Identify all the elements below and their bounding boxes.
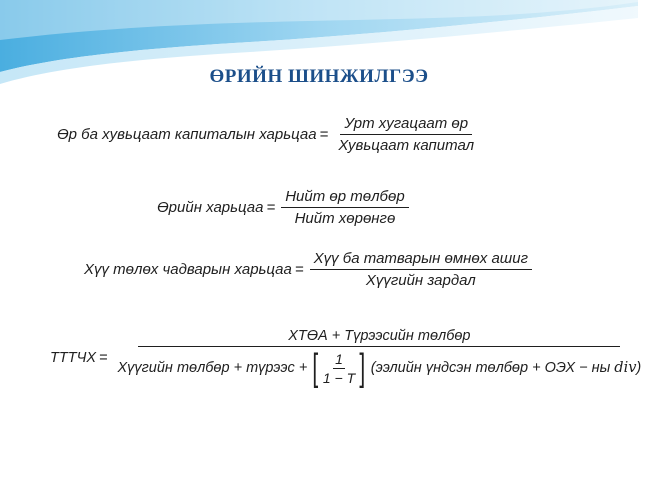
- page-title: ӨРИЙН ШИНЖИЛГЭЭ: [209, 66, 429, 87]
- denominator-part-c: ): [636, 360, 642, 376]
- inner-numerator: 1: [335, 350, 343, 367]
- bracket-group: [310, 349, 367, 387]
- formula-lhs: Хүү төлөх чадварын харьцаа: [84, 261, 292, 278]
- numerator: Нийт өр төлбөр: [281, 188, 408, 208]
- denominator-part-b: (ээлийн үндсэн төлбөр + ОЭХ − ны: [370, 360, 611, 376]
- left-bracket: [: [312, 347, 319, 389]
- inner-denominator: 1 − T: [322, 369, 356, 386]
- fraction: [334, 115, 478, 154]
- formula-lhs: Өрийн харьцаа: [157, 199, 264, 216]
- formula-lhs: Өр ба хувьцаат капиталын харьцаа: [57, 126, 317, 143]
- div-term: div: [614, 360, 637, 376]
- equals-sign: =: [319, 126, 329, 143]
- equals-sign: =: [99, 349, 108, 366]
- denominator: Хүүгийн зардал: [365, 272, 476, 289]
- formula-fixed-charge-coverage: [50, 328, 648, 387]
- denominator: Хувьцаат капитал: [338, 137, 475, 154]
- denominator-part-a: Хүүгийн төлбөр + түрээс +: [117, 360, 308, 376]
- denominator: [113, 347, 645, 387]
- right-bracket: ]: [359, 347, 366, 389]
- denominator: Нийт хөрөнгө: [294, 210, 396, 227]
- formula-lhs: ТТТЧХ: [50, 349, 97, 366]
- numerator: Хүү ба татварын өмнөх ашиг: [310, 250, 532, 270]
- fraction: [281, 188, 408, 227]
- formula-interest-coverage: [84, 250, 535, 289]
- formula-debt-ratio: [157, 188, 412, 227]
- inner-fraction: [321, 351, 357, 386]
- numerator: Урт хугацаат өр: [340, 115, 472, 135]
- fraction: [113, 328, 645, 387]
- numerator: ХТӨА + Түрээсийн төлбөр: [138, 328, 620, 347]
- equals-sign: =: [266, 199, 276, 216]
- equals-sign: =: [294, 261, 304, 278]
- formula-debt-to-equity: [57, 115, 481, 154]
- fraction: [310, 250, 532, 289]
